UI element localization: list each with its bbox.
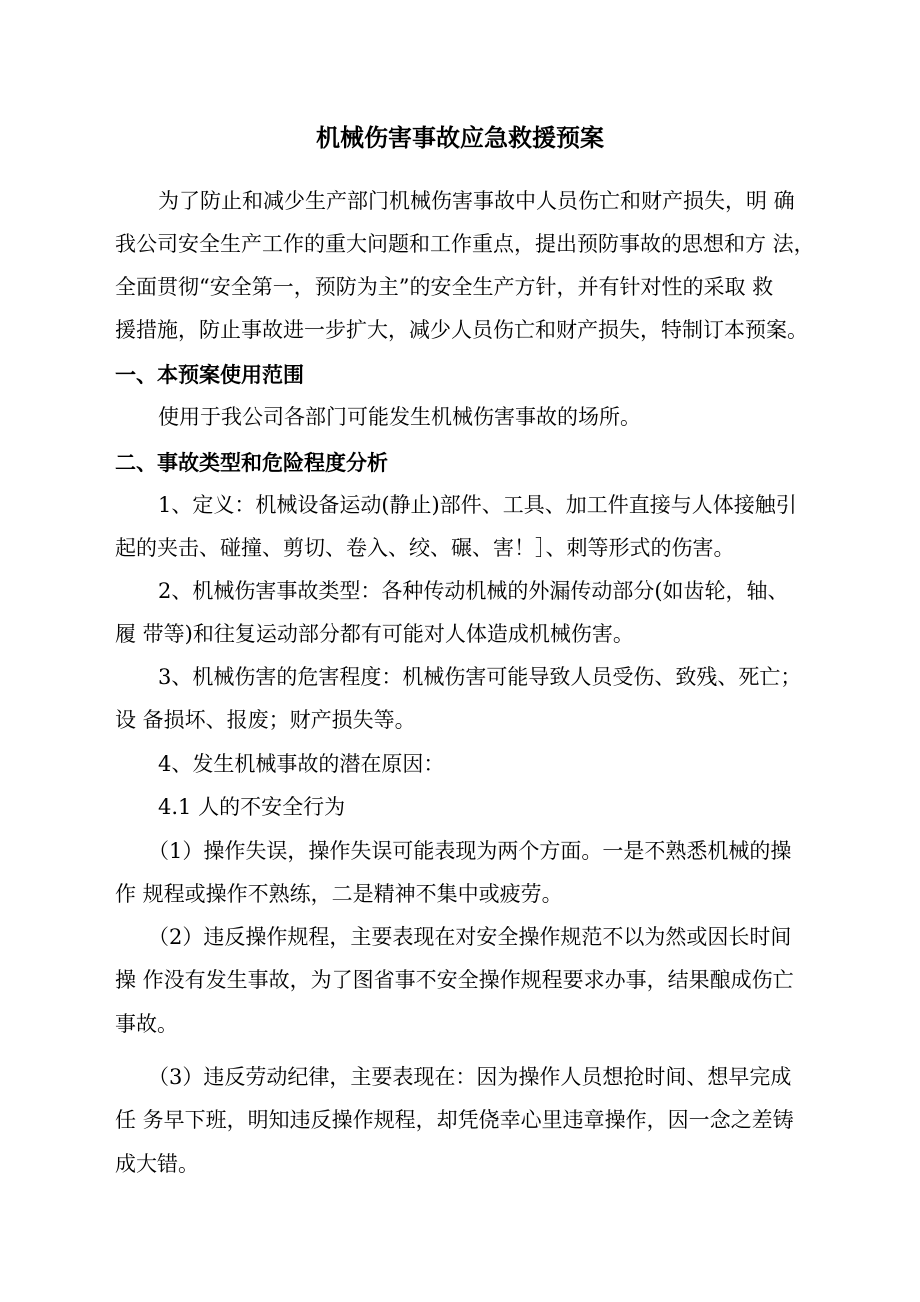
paragraph-text: 作 规程或操作不熟练，二是精神不集中或疲劳。 [115,882,563,906]
paragraph-text: 操 作没有发生事故，为了图省事不安全操作规程要求办事，结果酿成伤亡 [115,968,794,992]
intro-text: 全面贯彻“安全第一，预防为主”的安全生产方针，并有针对性的采取 救 [115,275,774,299]
paragraph-text: 起的夹击、碰撞、剪切、卷入、绞、碾、害！］、刺等形式的伤害。 [115,536,735,560]
section-heading-text: 二、事故类型和危险程度分析 [115,451,388,475]
intro-text: 我公司安全生产工作的重大问题和工作重点，提出预防事故的思想和方 法， [115,232,815,256]
paragraph-text: 4.1 人的不安全行为 [158,795,346,819]
paragraph-text: 4、发生机械事故的潜在原因： [158,752,445,776]
paragraph-text: 设 备损坏、报废；财产损失等。 [115,708,416,732]
paragraph-text: 1、定义：机械设备运动(静止)部件、工具、加工件直接与人体接触引 [158,493,797,517]
intro-text: 援措施，防止事故进一步扩大，减少人员伤亡和财产损失，特制订本预案。 [115,318,808,342]
intro-text: 为了防止和减少生产部门机械伤害事故中人员伤亡和财产损失，明 确 [158,189,795,213]
paragraph-text: 使用于我公司各部门可能发生机械伤害事故的场所。 [158,405,641,429]
paragraph-text: 成大错。 [115,1152,199,1176]
paragraph-text: 履 带等)和往复运动部分都有可能对人体造成机械伤害。 [115,622,634,646]
paragraph-text: 2、机械伤害事故类型：各种传动机械的外漏传动部分(如齿轮，轴、 [158,579,789,603]
paragraph-text: （3）违反劳动纪律，主要表现在：因为操作人员想抢时间、想早完成 [148,1065,792,1089]
document-title: 机械伤害事故应急救援预案 [316,124,604,152]
paragraph-text: （1）操作失误，操作失误可能表现为两个方面。一是不熟悉机械的操 [148,839,792,863]
paragraph-text: 3、机械伤害的危害程度：机械伤害可能导致人员受伤、致残、死亡； [158,665,802,689]
paragraph-text: （2）违反操作规程，主要表现在对安全操作规范不以为然或因长时间 [148,925,792,949]
paragraph-text: 事故。 [115,1012,178,1036]
paragraph-text: 任 务早下班，明知违反操作规程，却凭侥幸心里违章操作，因一念之差铸 [115,1108,794,1132]
section-heading-text: 一、本预案使用范围 [115,363,304,387]
